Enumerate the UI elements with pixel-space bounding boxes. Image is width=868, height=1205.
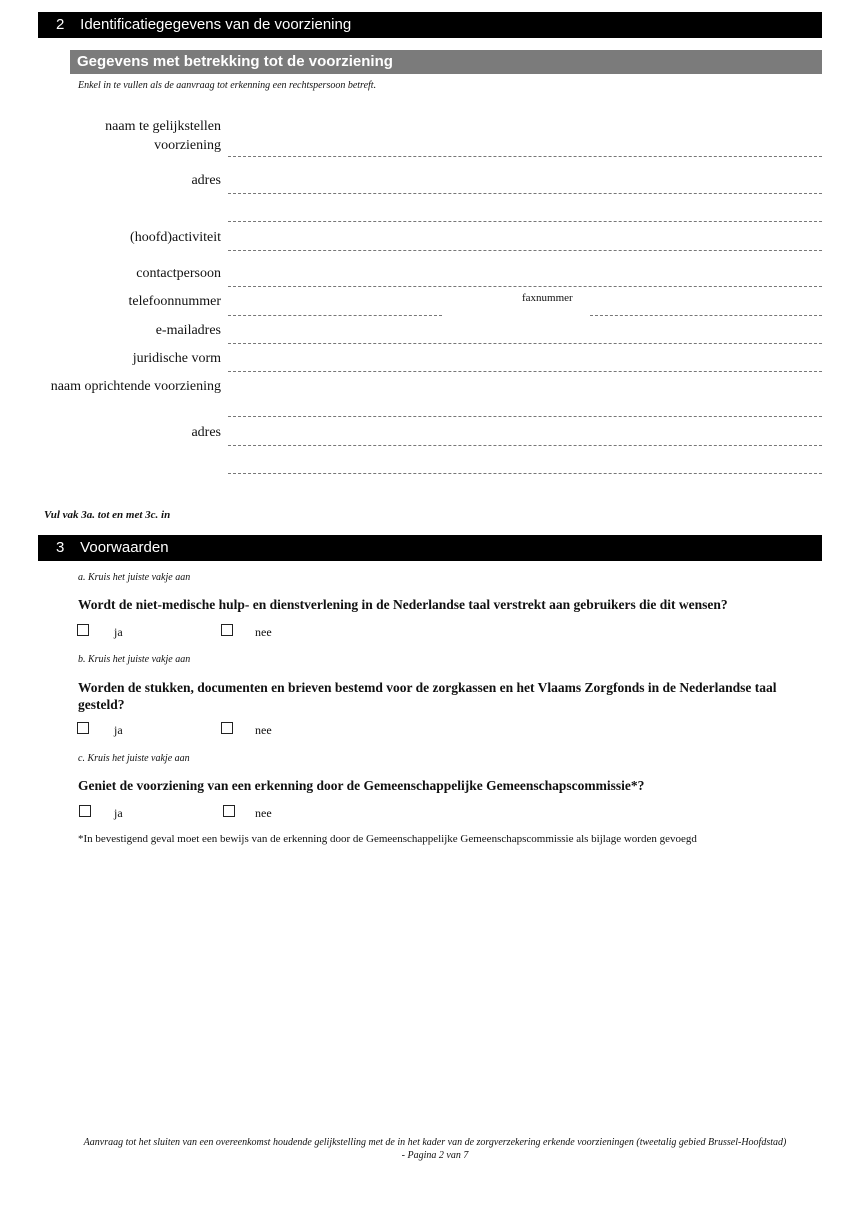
label-juridisch: juridische vorm	[132, 351, 221, 366]
question-a: Wordt de niet-medische hulp- en dienstverlening in de Nederlandse taal verstrekt aan gebruikers die dit wensen?	[78, 597, 728, 612]
input-adres-2[interactable]	[228, 221, 822, 222]
label-oprichtend: naam oprichtende voorziening	[50, 379, 221, 394]
input-oprichtend[interactable]	[228, 416, 822, 417]
checkbox-c-nee[interactable]	[223, 805, 235, 817]
page-number: - Pagina 2 van 7	[401, 1150, 469, 1161]
footnote: *In bevestigend geval moet een bewijs van de erkenning door de Gemeenschappelijke Gemeenschapscommissie als bijlage worden gevoegd	[78, 833, 697, 845]
input-telefoon[interactable]	[228, 315, 442, 316]
option-c-nee: nee	[255, 806, 272, 820]
label-fax: faxnummer	[522, 292, 573, 304]
option-b-nee: nee	[255, 723, 272, 737]
label-contactpersoon: contactpersoon	[136, 266, 221, 281]
section-3-header	[38, 535, 822, 561]
input-naam[interactable]	[228, 156, 822, 157]
input-adres2-1[interactable]	[228, 445, 822, 446]
input-adres-1[interactable]	[228, 193, 822, 194]
section-title: Voorwaarden	[80, 539, 169, 556]
input-adres2-2[interactable]	[228, 473, 822, 474]
input-activiteit[interactable]	[228, 250, 822, 251]
section-number: 2	[56, 16, 65, 33]
page-footer	[30, 1136, 840, 1162]
option-a-ja: ja	[114, 625, 123, 639]
checkbox-a-ja[interactable]	[77, 624, 89, 636]
instruction-text: Enkel in te vullen als de aanvraag tot erkenning een rechtspersoon betreft.	[78, 80, 377, 91]
question-b: Worden de stukken, documenten en brieven bestemd voor de zorgkassen en het Vlaams Zorgfonds in de Nederlandse taal gesteld?	[78, 680, 777, 712]
option-b-ja: ja	[114, 723, 123, 737]
subsection-header: Gegevens met betrekking tot de voorziening	[70, 50, 822, 74]
section-title: Identificatiegegevens van de voorziening	[80, 16, 352, 33]
section-2-header	[38, 12, 822, 38]
checkbox-c-ja[interactable]	[79, 805, 91, 817]
input-juridisch[interactable]	[228, 371, 822, 372]
instruction-c: c. Kruis het juiste vakje aan	[78, 753, 190, 764]
checkbox-a-nee[interactable]	[221, 624, 233, 636]
label-activiteit: (hoofd)activiteit	[130, 230, 221, 245]
label-adres-2: adres	[191, 425, 221, 440]
question-c: Geniet de voorziening van een erkenning door de Gemeenschappelijke Gemeenschapscommissie*?	[78, 778, 645, 793]
option-c-ja: ja	[114, 806, 123, 820]
section-number: 3	[56, 539, 65, 556]
checkbox-b-nee[interactable]	[221, 722, 233, 734]
instruction-a: a. Kruis het juiste vakje aan	[78, 572, 191, 583]
label-adres: adres	[191, 173, 221, 188]
input-email[interactable]	[228, 343, 822, 344]
input-fax[interactable]	[590, 315, 822, 316]
label-email: e-mailadres	[155, 323, 221, 338]
instruction-b: b. Kruis het juiste vakje aan	[78, 654, 191, 665]
label-telefoon: telefoonnummer	[128, 294, 221, 309]
fill-in-note: Vul vak 3a. tot en met 3c. in	[44, 509, 171, 521]
label-naam: naam te gelijkstellen voorziening	[105, 119, 221, 153]
option-a-nee: nee	[255, 625, 272, 639]
footer-title: Aanvraag tot het sluiten van een overeenkomst houdende gelijkstelling met de in het kader van de zorgverzekering erkende voorzieningen (tweetalig gebied Brussel-Hoofdstad)	[83, 1137, 787, 1148]
checkbox-b-ja[interactable]	[77, 722, 89, 734]
input-contactpersoon[interactable]	[228, 286, 822, 287]
